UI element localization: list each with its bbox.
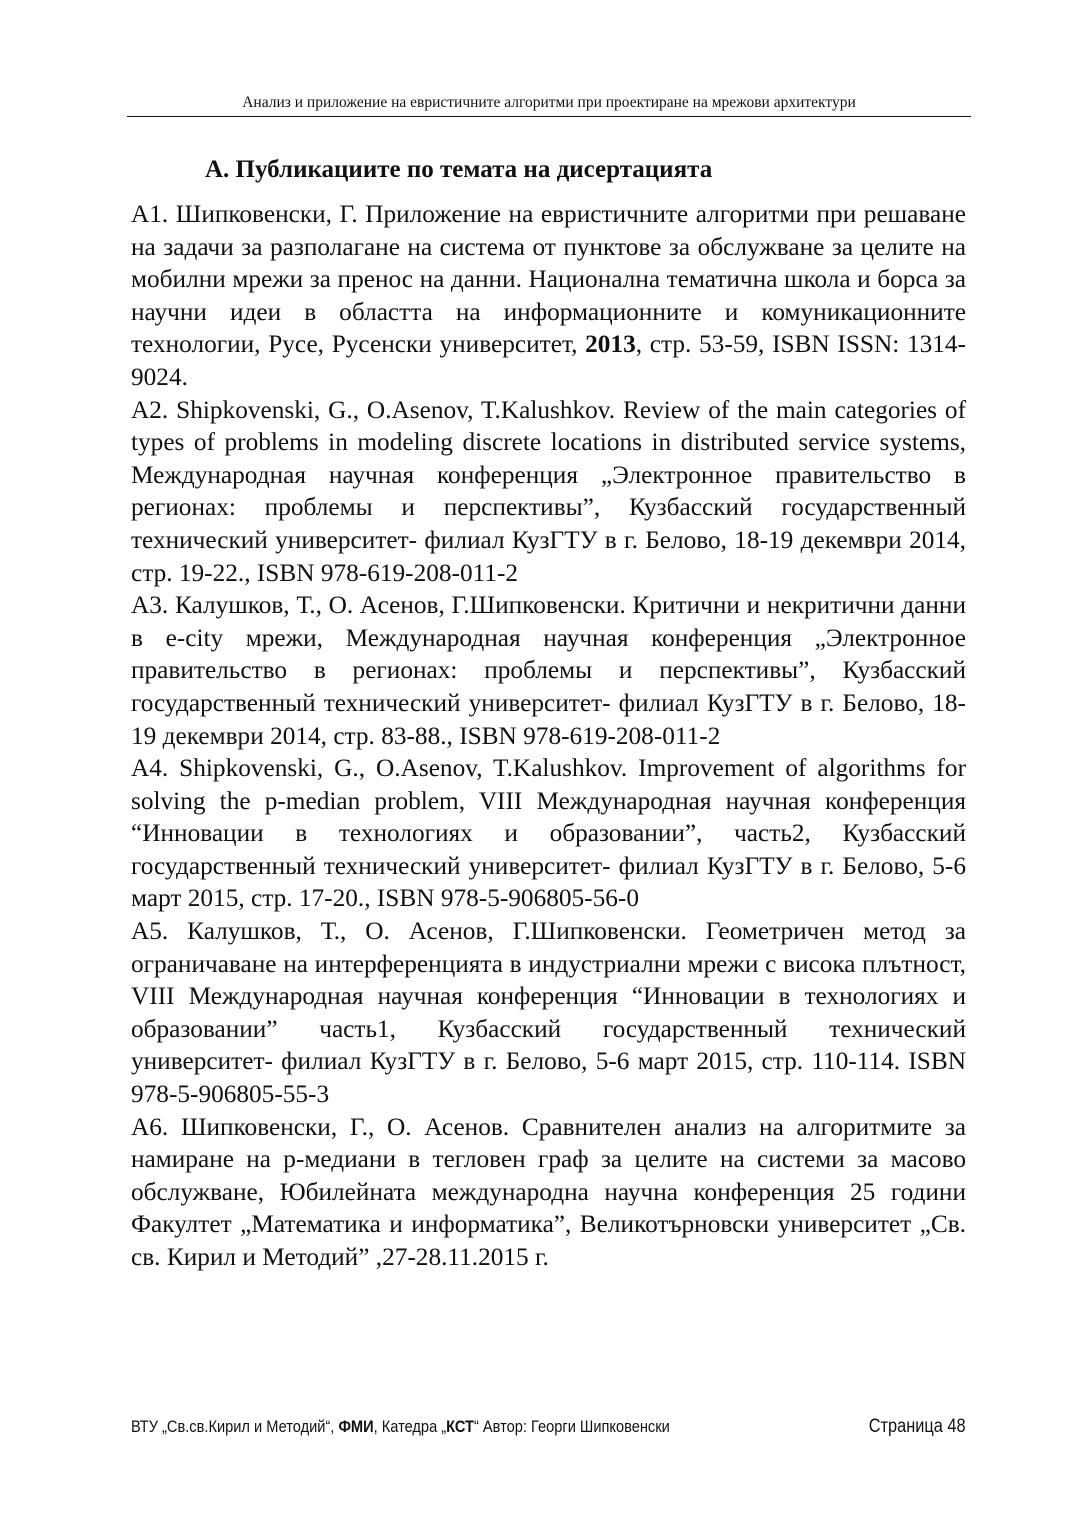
publication-a2: А2. Shipkovenski, G., O.Asenov, T.Kalushkov. Review of the main categories of types of problems in modeling discrete locations in distributed service systems, Международная научная конференция „Электронное правительство в регионах: проблемы и перспективы”, Кузбасский государственный технический университет- филиал КузГТУ в г. Белово, 18-19 декември 2014, стр. 19-22., ISBN 978-619-208-011-2 — [131, 395, 966, 587]
publication-a3: А3. Калушков, Т., О. Асенов, Г.Шипковенски. Критични и некритични данни в e-city мрежи, Международная научная конференция „Электронное правительство в регионах: проблемы и перспективы”, Кузбасский государственный технический университет- филиал КузГТУ в г. Белово, 18-19 декември 2014, стр. 83-88., ISBN 978-619-208-011-2 — [131, 591, 966, 750]
section-title: А. Публикациите по темата на дисертацията — [205, 156, 713, 183]
publication-a6: А6. Шипковенски, Г., О. Асенов. Сравнителен анализ на алгоритмите за намиране на p-медиани в тегловен граф за целите на системи за масово обслужване, Юбилейната международна научна конференция 25 години Факултет „Математика и информатика”, Великотърновски университет „Св. св. Кирил и Методий” ,27-28.11.2015 г. — [131, 1112, 966, 1271]
publication-a1-text-after: , стр. 53-59, ISBN ISSN: 1314-9024. — [131, 330, 966, 391]
footer-author: “ Автор: Георги Шипковенски — [473, 1417, 670, 1436]
publication-a1-text: А1. Шипковенски, Г. Приложение на евристичните алгоритми при решаване на задачи за разполагане на система от пунктове за обслужване за целите на мобилни мрежи за пренос на данни. Национална тематична школа и борса за научни идеи в областта на информационните и комуникационните технологии, Русе, Русенски университет, — [131, 200, 966, 359]
footer-credits — [131, 1414, 670, 1440]
publication-a5: А5. Калушков, Т., О. Асенов, Г.Шипковенски. Геометричен метод за ограничаване на интерференцията в индустриални мрежи с висока плътност, VIII Международная научная конференция “Инновации в технологиях и образовании” часть1, Кузбасский государственный технический университет- филиал КузГТУ в г. Белово, 5-6 март 2015, стр. 110-114. ISBN 978-5-906805-55-3 — [131, 917, 966, 1109]
header-rule — [127, 116, 971, 117]
publication-a1-year: 2013 — [585, 330, 636, 359]
footer-university: ВТУ „Св.св.Кирил и Методий“, — [131, 1417, 339, 1436]
publication-list — [131, 198, 966, 1274]
publication-a4: А4. Shipkovenski, G., O.Asenov, T.Kalushkov. Improvement of algorithms for solving the p-median problem, VIII Международная научная конференция “Инновации в технологиях и образовании”, часть2, Кузбасский государственный технический университет- филиал КузГТУ в г. Белово, 5-6 март 2015, стр. 17-20., ISBN 978-5-906805-56-0 — [131, 754, 966, 913]
footer-faculty: ФМИ — [338, 1417, 374, 1436]
running-header: Анализ и приложение на евристичните алгоритми при проектиране на мрежови архитектури — [242, 94, 856, 111]
page-footer — [131, 1414, 966, 1440]
footer-dept-prefix: , Катедра „ — [373, 1417, 447, 1436]
footer-department: КСТ — [446, 1417, 474, 1436]
page-number: Страница 48 — [869, 1416, 966, 1437]
publication-a1 — [131, 198, 966, 394]
